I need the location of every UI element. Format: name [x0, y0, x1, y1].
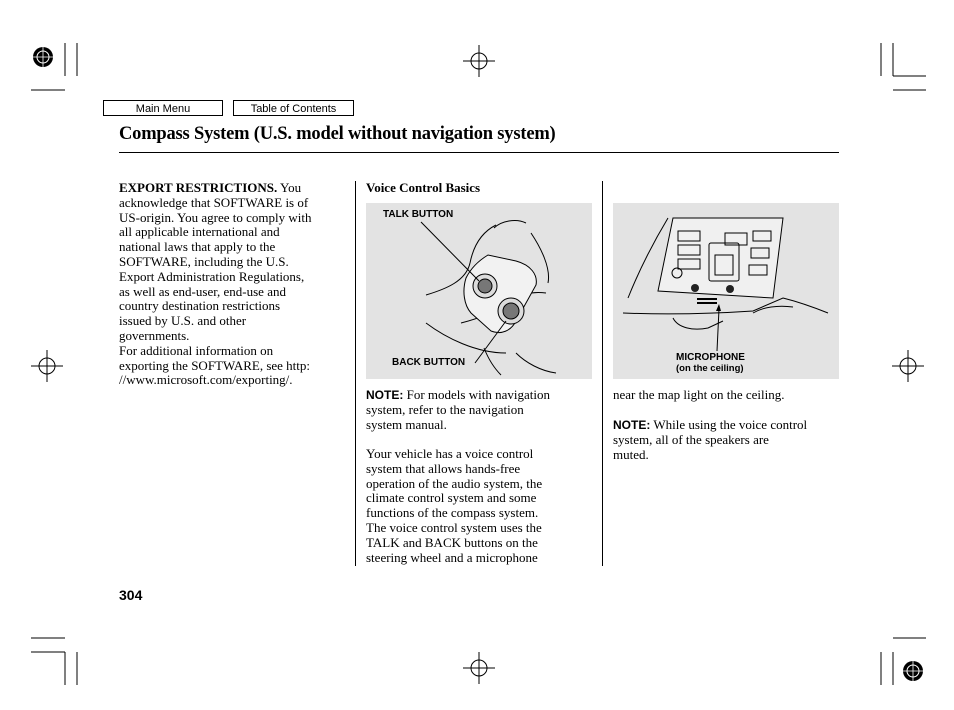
back-button-label: BACK BUTTON	[392, 357, 466, 368]
note-line: system, refer to the navigation	[366, 401, 524, 417]
export-line: national laws that apply to the	[119, 239, 276, 255]
export-line: SOFTWARE, including the U.S.	[119, 253, 289, 269]
page-title: Compass System (U.S. model without navigation system)	[119, 124, 556, 144]
export-line: country destination restrictions	[119, 298, 281, 314]
body-line: climate control system and some	[366, 490, 537, 506]
body-line: TALK and BACK buttons on the	[366, 534, 538, 550]
steering-wheel-illustration	[366, 203, 592, 379]
export-line: governments.	[119, 327, 190, 343]
body-line: Your vehicle has a voice control	[366, 446, 534, 461]
export-line: all applicable international and	[119, 224, 280, 240]
note-text: For models with navigation	[403, 387, 550, 402]
navigation-note	[366, 388, 598, 432]
microphone-figure	[613, 203, 839, 379]
note-line: system, all of the speakers are	[613, 431, 769, 447]
body-line: operation of the audio system, the	[366, 475, 543, 491]
body-line: functions of the compass system.	[366, 505, 539, 521]
body-line: The voice control system uses the	[366, 519, 542, 535]
talk-button-label: TALK BUTTON	[383, 209, 454, 220]
note-label: NOTE:	[613, 418, 651, 432]
export-line: US-origin. You agree to comply with	[119, 209, 312, 225]
microphone-sublabel: (on the ceiling)	[676, 363, 744, 374]
note-text: While using the voice control	[650, 417, 808, 432]
export-text: You	[277, 180, 302, 195]
export-line: issued by U.S. and other	[119, 313, 247, 329]
export-line: For additional information on	[119, 342, 274, 358]
export-line: as well as end-user, end-use and	[119, 283, 286, 299]
body-line: steering wheel and a microphone	[366, 549, 538, 565]
body-line: system that allows hands-free	[366, 460, 521, 476]
note-line: muted.	[613, 446, 649, 462]
export-line: //www.microsoft.com/exporting/.	[119, 372, 293, 388]
voice-control-heading: Voice Control Basics	[366, 180, 481, 195]
export-line-0	[119, 181, 349, 196]
table-of-contents-button[interactable]: Table of Contents	[233, 100, 354, 116]
note-line: system manual.	[366, 416, 447, 432]
steering-wheel-figure	[366, 203, 592, 379]
main-menu-button[interactable]: Main Menu	[103, 100, 223, 116]
export-line: acknowledge that SOFTWARE is of	[119, 194, 309, 210]
voice-control-body	[366, 447, 598, 565]
column-divider	[355, 181, 356, 566]
speakers-note	[613, 418, 845, 462]
export-line: exporting the SOFTWARE, see http:	[119, 357, 311, 373]
note-label: NOTE:	[366, 388, 404, 402]
export-heading: EXPORT RESTRICTIONS.	[119, 180, 278, 195]
note-line-0	[366, 388, 598, 403]
export-restrictions-section	[119, 181, 349, 388]
microphone-label: MICROPHONE	[676, 352, 745, 363]
page-number: 304	[119, 587, 143, 603]
export-line: Export Administration Regulations,	[119, 268, 305, 284]
note-line-0	[613, 418, 845, 433]
microphone-location-text: near the map light on the ceiling.	[613, 387, 785, 402]
title-rule	[119, 152, 839, 153]
column-divider	[602, 181, 603, 566]
